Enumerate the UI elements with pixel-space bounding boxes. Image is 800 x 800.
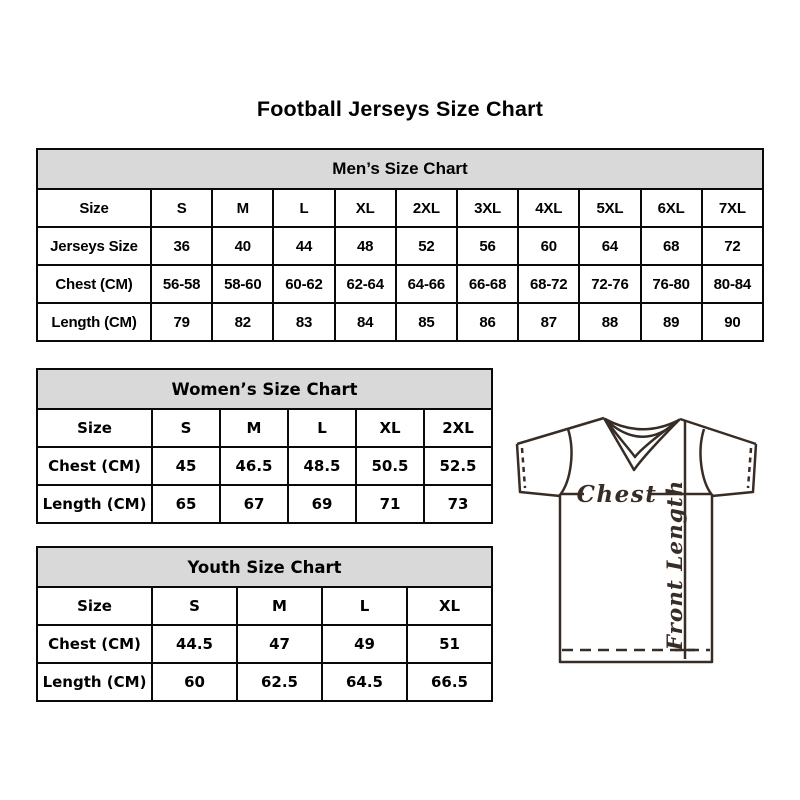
column-header-cell: 7XL	[702, 189, 763, 227]
value-cell: 73	[424, 485, 492, 523]
jersey-right-shoulder-line	[680, 419, 756, 444]
value-cell: 64.5	[322, 663, 407, 701]
column-header-cell: 5XL	[579, 189, 640, 227]
row-label-cell: Jerseys Size	[37, 227, 151, 265]
column-header-cell: L	[288, 409, 356, 447]
column-header-cell: L	[322, 587, 407, 625]
value-cell: 65	[152, 485, 220, 523]
row-label-cell: Chest (CM)	[37, 625, 152, 663]
value-cell: 50.5	[356, 447, 424, 485]
value-cell: 64	[579, 227, 640, 265]
jersey-left-cuff-stitch-dashed	[522, 448, 525, 488]
youth-size-table	[36, 546, 493, 702]
value-cell: 58-60	[212, 265, 273, 303]
value-cell: 48.5	[288, 447, 356, 485]
value-cell: 87	[518, 303, 579, 341]
value-cell: 64-66	[396, 265, 457, 303]
front-length-label: Front Length	[663, 479, 688, 651]
mens-table-title: Men’s Size Chart	[37, 149, 763, 189]
value-cell: 56-58	[151, 265, 212, 303]
value-cell: 52.5	[424, 447, 492, 485]
youth-table-title: Youth Size Chart	[37, 547, 492, 587]
value-cell: 44.5	[152, 625, 237, 663]
value-cell: 84	[335, 303, 396, 341]
jersey-right-armhole-seam	[701, 429, 712, 495]
value-cell: 85	[396, 303, 457, 341]
column-header-cell: 4XL	[518, 189, 579, 227]
value-cell: 56	[457, 227, 518, 265]
value-cell: 72-76	[579, 265, 640, 303]
column-header-cell: S	[151, 189, 212, 227]
value-cell: 36	[151, 227, 212, 265]
value-cell: 83	[273, 303, 334, 341]
column-header-cell: XL	[407, 587, 492, 625]
value-cell: 52	[396, 227, 457, 265]
value-cell: 90	[702, 303, 763, 341]
value-cell: 44	[273, 227, 334, 265]
value-cell: 82	[212, 303, 273, 341]
value-cell: 69	[288, 485, 356, 523]
jersey-body-outline	[560, 494, 712, 662]
value-cell: 89	[641, 303, 702, 341]
column-header-cell: 3XL	[457, 189, 518, 227]
value-cell: 80-84	[702, 265, 763, 303]
value-cell: 86	[457, 303, 518, 341]
row-label-cell: Length (CM)	[37, 303, 151, 341]
value-cell: 40	[212, 227, 273, 265]
column-header-cell: 6XL	[641, 189, 702, 227]
value-cell: 60	[518, 227, 579, 265]
row-label-cell: Size	[37, 409, 152, 447]
value-cell: 51	[407, 625, 492, 663]
value-cell: 66-68	[457, 265, 518, 303]
value-cell: 47	[237, 625, 322, 663]
jersey-measurement-diagram	[504, 393, 776, 685]
column-header-cell: S	[152, 587, 237, 625]
row-label-cell: Size	[37, 587, 152, 625]
column-header-cell: M	[237, 587, 322, 625]
row-label-cell: Length (CM)	[37, 485, 152, 523]
womens-size-table	[36, 368, 493, 524]
column-header-cell: XL	[335, 189, 396, 227]
value-cell: 88	[579, 303, 640, 341]
value-cell: 66.5	[407, 663, 492, 701]
row-label-cell: Length (CM)	[37, 663, 152, 701]
value-cell: 49	[322, 625, 407, 663]
value-cell: 48	[335, 227, 396, 265]
value-cell: 46.5	[220, 447, 288, 485]
column-header-cell: M	[212, 189, 273, 227]
column-header-cell: M	[220, 409, 288, 447]
jersey-left-armhole-seam	[560, 429, 571, 495]
column-header-cell: 2XL	[396, 189, 457, 227]
jersey-right-cuff-stitch-dashed	[748, 448, 751, 488]
value-cell: 45	[152, 447, 220, 485]
value-cell: 62-64	[335, 265, 396, 303]
column-header-cell: S	[152, 409, 220, 447]
chest-label: Chest	[576, 481, 658, 508]
value-cell: 60	[152, 663, 237, 701]
value-cell: 67	[220, 485, 288, 523]
value-cell: 68-72	[518, 265, 579, 303]
row-label-cell: Chest (CM)	[37, 447, 152, 485]
jersey-left-shoulder-line	[517, 418, 604, 444]
value-cell: 79	[151, 303, 212, 341]
value-cell: 60-62	[273, 265, 334, 303]
value-cell: 76-80	[641, 265, 702, 303]
row-label-cell: Size	[37, 189, 151, 227]
page-title: Football Jerseys Size Chart	[256, 97, 544, 121]
value-cell: 68	[641, 227, 702, 265]
column-header-cell: 2XL	[424, 409, 492, 447]
column-header-cell: L	[273, 189, 334, 227]
value-cell: 62.5	[237, 663, 322, 701]
row-label-cell: Chest (CM)	[37, 265, 151, 303]
value-cell: 72	[702, 227, 763, 265]
value-cell: 71	[356, 485, 424, 523]
column-header-cell: XL	[356, 409, 424, 447]
mens-size-table	[36, 148, 764, 342]
womens-table-title: Women’s Size Chart	[37, 369, 492, 409]
